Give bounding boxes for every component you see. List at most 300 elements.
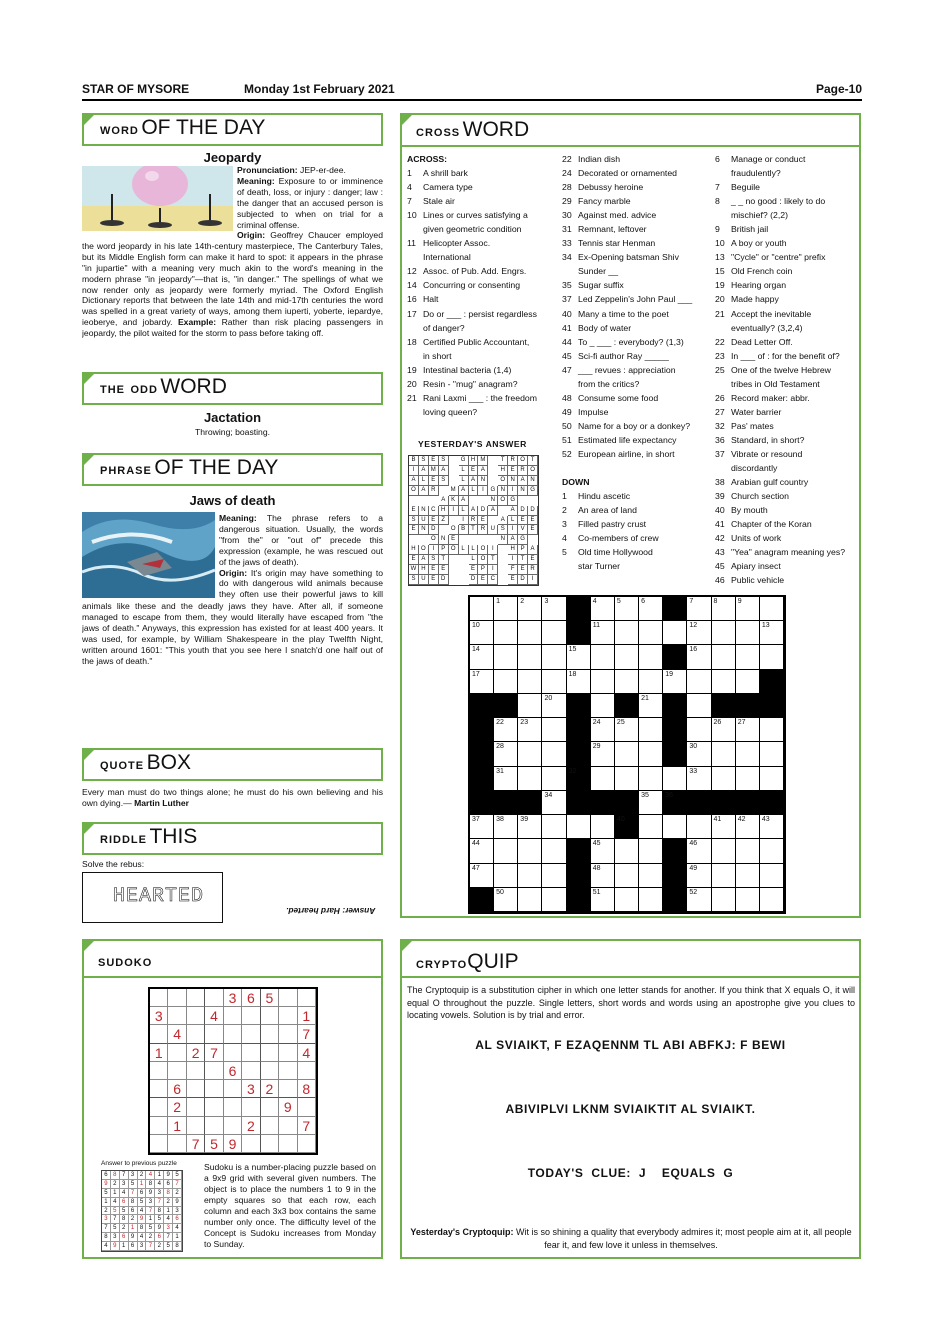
sudoku-cell[interactable]: 5 bbox=[261, 989, 279, 1007]
clue-item bbox=[715, 236, 859, 250]
crossword-cell[interactable] bbox=[639, 839, 663, 863]
cell-number: 52 bbox=[689, 888, 698, 896]
answer-cell bbox=[478, 535, 488, 545]
sudoku-cell[interactable] bbox=[187, 1080, 205, 1098]
crossword-cell[interactable] bbox=[687, 742, 711, 766]
sudoku-cell[interactable] bbox=[205, 1062, 223, 1080]
crossword-cell[interactable] bbox=[518, 597, 542, 621]
cell-number: 39 bbox=[520, 816, 529, 824]
crossword-cell[interactable] bbox=[470, 864, 494, 888]
prev-sudoku-cell: 5 bbox=[146, 1224, 155, 1233]
crossword-cell[interactable] bbox=[591, 864, 615, 888]
prev-sudoku-cell: 8 bbox=[138, 1224, 147, 1233]
sudoku-cell[interactable] bbox=[205, 1080, 223, 1098]
crossword-cell[interactable] bbox=[760, 621, 784, 645]
sudoku-cell[interactable] bbox=[279, 1080, 297, 1098]
crossword-cell[interactable] bbox=[494, 597, 518, 621]
cryptoquip-intro: The Cryptoquip is a substitution cipher in which one letter stands for another. If you think that X equals O, it will equal O throughout the puzzle. Single letters, short words and words using an apostrophe give you clues to locating vowels. Solution is by trial and error. bbox=[407, 985, 855, 1020]
sudoku-cell[interactable] bbox=[224, 1007, 242, 1025]
clue-number: 6 bbox=[715, 154, 720, 164]
answer-cell: D bbox=[518, 575, 528, 585]
sudoku-cell[interactable]: 6 bbox=[224, 1062, 242, 1080]
sudoku-cell[interactable]: 1 bbox=[150, 1044, 168, 1062]
crossword-cell[interactable] bbox=[712, 815, 736, 839]
sudoku-cell[interactable] bbox=[205, 1117, 223, 1135]
crossword-cell[interactable] bbox=[494, 670, 518, 694]
prev-sudoku-cell: 5 bbox=[120, 1207, 129, 1216]
crossword-cell[interactable] bbox=[615, 839, 639, 863]
cell-number: 35 bbox=[641, 791, 649, 799]
sudoku-cell[interactable]: 5 bbox=[205, 1135, 223, 1153]
crossword-cell[interactable] bbox=[687, 767, 711, 791]
crossword-cell[interactable] bbox=[494, 621, 518, 645]
answer-cell: O bbox=[518, 456, 528, 466]
crossword-cell[interactable] bbox=[712, 742, 736, 766]
prev-sudoku-cell: 8 bbox=[146, 1180, 155, 1189]
sudoku-cell[interactable]: 3 bbox=[150, 1007, 168, 1025]
clue-text: One of the twelve Hebrew bbox=[731, 364, 831, 375]
sudoku-cell[interactable] bbox=[224, 1080, 242, 1098]
sudoku-cell[interactable] bbox=[261, 1025, 279, 1043]
sudoku-cell[interactable] bbox=[279, 1117, 297, 1135]
crossword-cell[interactable] bbox=[470, 670, 494, 694]
sudoku-cell[interactable] bbox=[242, 1098, 260, 1116]
sudoku-cell[interactable] bbox=[168, 989, 186, 1007]
sudoku-description: Sudoku is a number-placing puzzle based on a 9x9 grid with several given numbers. The object is to place the numbers 1 to 9 in the empty squares so that each row, each column and each 3x3 box contains the same number only once. The difficulty level of the Concept is Sudoku increases from Monday to Sunday. bbox=[204, 1162, 376, 1249]
sudoku-cell[interactable] bbox=[261, 1062, 279, 1080]
cell-number: 44 bbox=[472, 840, 480, 848]
sudoku-cell[interactable] bbox=[187, 1007, 205, 1025]
crossword-cell[interactable] bbox=[736, 864, 760, 888]
crossword-cell[interactable] bbox=[542, 888, 566, 912]
crossword-cell[interactable] bbox=[567, 645, 591, 669]
crossword-cell[interactable] bbox=[615, 888, 639, 912]
answer-cell: E bbox=[429, 516, 439, 526]
crossword-cell[interactable] bbox=[663, 815, 687, 839]
crossword-cell[interactable] bbox=[712, 621, 736, 645]
sudoku-cell[interactable]: 7 bbox=[298, 1025, 316, 1043]
sudoku-cell[interactable] bbox=[261, 1007, 279, 1025]
answer-cell: H bbox=[439, 506, 449, 516]
sudoku-cell[interactable]: 8 bbox=[298, 1080, 316, 1098]
sudoku-cell[interactable] bbox=[168, 1007, 186, 1025]
crossword-cell[interactable] bbox=[687, 864, 711, 888]
clue-number: 41 bbox=[562, 322, 572, 333]
clue-text: _ _ no good : likely to do bbox=[731, 196, 826, 207]
sudoku-cell[interactable] bbox=[224, 1044, 242, 1062]
crossword-cell[interactable] bbox=[687, 670, 711, 694]
sudoku-cell[interactable] bbox=[279, 989, 297, 1007]
sudoku-cell[interactable] bbox=[242, 1044, 260, 1062]
black-square bbox=[567, 839, 591, 863]
crossword-cell[interactable] bbox=[639, 597, 663, 621]
crossword-cell[interactable] bbox=[567, 815, 591, 839]
clue-item bbox=[407, 250, 555, 264]
clue-text: Assoc. of Pub. Add. Engrs. bbox=[423, 266, 527, 277]
crossword-cell[interactable] bbox=[518, 742, 542, 766]
crossword-cell[interactable] bbox=[494, 839, 518, 863]
crossword-cell[interactable] bbox=[639, 791, 663, 815]
sudoku-cell[interactable] bbox=[187, 1025, 205, 1043]
prev-sudoku-cell: 4 bbox=[138, 1207, 147, 1216]
crossword-cell[interactable] bbox=[712, 839, 736, 863]
sudoku-cell[interactable] bbox=[298, 1098, 316, 1116]
crossword-cell[interactable] bbox=[591, 742, 615, 766]
sudoku-cell[interactable]: 4 bbox=[168, 1025, 186, 1043]
crossword-cell[interactable] bbox=[542, 645, 566, 669]
crossword-cell[interactable] bbox=[687, 645, 711, 669]
crossword-cell[interactable] bbox=[615, 670, 639, 694]
crossword-cell[interactable] bbox=[591, 597, 615, 621]
clue-number: 4 bbox=[407, 182, 412, 193]
crossword-cell[interactable] bbox=[494, 767, 518, 791]
sudoku-cell[interactable]: 7 bbox=[298, 1117, 316, 1135]
sudoku-cell[interactable]: 3 bbox=[224, 989, 242, 1007]
sudoku-cell[interactable] bbox=[279, 1135, 297, 1153]
crossword-cell[interactable] bbox=[712, 888, 736, 912]
crossword-cell[interactable] bbox=[687, 621, 711, 645]
rebus-text bbox=[113, 885, 204, 908]
crossword-cell[interactable] bbox=[736, 670, 760, 694]
crossword-cell[interactable] bbox=[470, 621, 494, 645]
crossword-cell[interactable] bbox=[736, 767, 760, 791]
answer-cell: A bbox=[439, 496, 449, 506]
clue-item bbox=[715, 264, 859, 278]
crossword-cell[interactable] bbox=[518, 621, 542, 645]
sudoku-cell[interactable] bbox=[168, 1062, 186, 1080]
sudoku-cell[interactable] bbox=[187, 1098, 205, 1116]
clue-number: 37 bbox=[715, 448, 725, 459]
crossword-cell[interactable] bbox=[736, 718, 760, 742]
crossword-cell[interactable] bbox=[494, 888, 518, 912]
crossword-cell[interactable] bbox=[518, 839, 542, 863]
cell-number: 17 bbox=[472, 670, 480, 678]
crossword-cell[interactable] bbox=[615, 864, 639, 888]
crossword-cell[interactable] bbox=[615, 621, 639, 645]
sudoku-cell[interactable] bbox=[150, 1025, 168, 1043]
crossword-cell[interactable] bbox=[712, 597, 736, 621]
crossword-cell[interactable] bbox=[639, 645, 663, 669]
sudoku-cell[interactable] bbox=[168, 1044, 186, 1062]
crossword-grid[interactable] bbox=[468, 595, 786, 914]
odd-word-header bbox=[82, 372, 383, 405]
crossword-cell[interactable] bbox=[639, 888, 663, 912]
crossword-cell[interactable] bbox=[736, 742, 760, 766]
crossword-cell[interactable] bbox=[687, 694, 711, 718]
sudoku-cell[interactable] bbox=[205, 989, 223, 1007]
sudoku-cell[interactable]: 7 bbox=[205, 1044, 223, 1062]
clue-text: Old French coin bbox=[731, 266, 793, 277]
answer-cell: O bbox=[449, 525, 459, 535]
clue-text: Dead Letter Off. bbox=[731, 336, 793, 347]
cell-number: 4 bbox=[592, 598, 597, 605]
crossword-cell[interactable] bbox=[687, 839, 711, 863]
sudoku-cell[interactable] bbox=[242, 1062, 260, 1080]
crossword-cell[interactable] bbox=[615, 767, 639, 791]
clue-text: Against med. advice bbox=[578, 210, 657, 221]
prev-sudoku-cell: 6 bbox=[102, 1171, 111, 1180]
page-number: Page-10 bbox=[815, 82, 862, 96]
crossword-cell[interactable] bbox=[591, 694, 615, 718]
crossword-cell[interactable] bbox=[687, 718, 711, 742]
crossword-cell[interactable] bbox=[591, 718, 615, 742]
paper-name: STAR OF MYSORE bbox=[82, 82, 190, 96]
sudoku-grid[interactable] bbox=[148, 987, 318, 1155]
crossword-cell[interactable] bbox=[591, 767, 615, 791]
sudoku-cell[interactable]: 1 bbox=[298, 1007, 316, 1025]
header-label-big: QUIP bbox=[467, 950, 519, 973]
crossword-cell[interactable] bbox=[615, 645, 639, 669]
crossword-cell[interactable] bbox=[542, 767, 566, 791]
crossword-cell[interactable] bbox=[542, 742, 566, 766]
crossword-cell[interactable] bbox=[518, 767, 542, 791]
corner-triangle-icon bbox=[82, 113, 96, 127]
sudoku-cell[interactable]: 2 bbox=[168, 1098, 186, 1116]
sudoku-cell[interactable]: 2 bbox=[242, 1117, 260, 1135]
sudoku-cell[interactable] bbox=[298, 989, 316, 1007]
cell-number: 47 bbox=[472, 864, 480, 872]
crossword-cell[interactable] bbox=[494, 718, 518, 742]
crossword-cell[interactable] bbox=[518, 815, 542, 839]
crossword-cell[interactable] bbox=[591, 670, 615, 694]
prev-sudoku-cell: 3 bbox=[146, 1198, 155, 1207]
sudoku-cell[interactable]: 7 bbox=[187, 1135, 205, 1153]
crossword-cell[interactable] bbox=[639, 742, 663, 766]
crossword-cell[interactable] bbox=[760, 815, 784, 839]
clue-number: 45 bbox=[562, 350, 572, 361]
crossword-cell[interactable] bbox=[470, 839, 494, 863]
header-label: the odd bbox=[100, 380, 158, 397]
sudoku-cell[interactable]: 1 bbox=[168, 1117, 186, 1135]
sudoku-cell[interactable]: 2 bbox=[187, 1044, 205, 1062]
clue-item bbox=[562, 152, 712, 166]
clue-number: 15 bbox=[715, 266, 725, 277]
answer-cell: E bbox=[478, 575, 488, 585]
cell-number: 41 bbox=[713, 816, 722, 824]
crossword-cell[interactable] bbox=[518, 645, 542, 669]
origin-text-part: It's origin may have something to do with dangerous wild animals because they often use their powerful jaws to kill bbox=[219, 567, 383, 600]
crossword-cell[interactable] bbox=[663, 621, 687, 645]
answer-cell: S bbox=[429, 555, 439, 565]
crossword-cell[interactable] bbox=[518, 888, 542, 912]
crossword-cell[interactable] bbox=[760, 742, 784, 766]
clue-number: 11 bbox=[407, 238, 417, 249]
answer-cell: D bbox=[469, 575, 479, 585]
clue-text: Co-members of crew bbox=[578, 533, 659, 544]
sudoku-cell[interactable]: 2 bbox=[261, 1080, 279, 1098]
sudoku-cell[interactable] bbox=[279, 1062, 297, 1080]
crossword-cell[interactable] bbox=[542, 718, 566, 742]
crossword-cell[interactable] bbox=[760, 888, 784, 912]
crossword-cell[interactable] bbox=[663, 767, 687, 791]
sudoku-cell[interactable]: 6 bbox=[168, 1080, 186, 1098]
sudoku-cell[interactable] bbox=[298, 1135, 316, 1153]
crossword-cell[interactable] bbox=[542, 839, 566, 863]
crossword-cell[interactable] bbox=[760, 597, 784, 621]
clue-text: Filled pastry crust bbox=[578, 519, 647, 530]
crossword-cell[interactable] bbox=[518, 670, 542, 694]
sudoku-cell[interactable] bbox=[279, 1025, 297, 1043]
crossword-cell[interactable] bbox=[591, 815, 615, 839]
clue-item bbox=[407, 236, 555, 250]
clue-item bbox=[562, 447, 712, 461]
crossword-cell[interactable] bbox=[687, 888, 711, 912]
crossword-cell[interactable] bbox=[494, 815, 518, 839]
sudoku-cell[interactable] bbox=[187, 1117, 205, 1135]
crossword-cell[interactable] bbox=[736, 645, 760, 669]
sudoku-cell[interactable]: 4 bbox=[205, 1007, 223, 1025]
sudoku-cell[interactable] bbox=[205, 1098, 223, 1116]
sudoku-cell[interactable] bbox=[150, 989, 168, 1007]
crossword-cell[interactable] bbox=[639, 718, 663, 742]
answer-cell bbox=[459, 535, 469, 545]
crossword-cell[interactable] bbox=[591, 839, 615, 863]
answer-cell: E bbox=[469, 466, 479, 476]
sudoku-cell[interactable] bbox=[242, 1007, 260, 1025]
crossword-cell[interactable] bbox=[639, 670, 663, 694]
crossword-cell[interactable] bbox=[542, 597, 566, 621]
answer-cell: E bbox=[429, 575, 439, 585]
prev-sudoku-cell: 7 bbox=[173, 1180, 182, 1189]
sudoku-cell[interactable] bbox=[242, 1025, 260, 1043]
crossword-cell[interactable] bbox=[736, 839, 760, 863]
crossword-cell[interactable] bbox=[760, 864, 784, 888]
answer-cell: S bbox=[409, 575, 419, 585]
crossword-cell[interactable] bbox=[470, 645, 494, 669]
sudoku-cell[interactable]: 9 bbox=[224, 1135, 242, 1153]
sudoku-cell[interactable] bbox=[205, 1025, 223, 1043]
crossword-cell[interactable] bbox=[639, 864, 663, 888]
crossword-cell[interactable] bbox=[542, 670, 566, 694]
sudoku-cell[interactable] bbox=[261, 1117, 279, 1135]
pronunciation: JEP-er-dee. bbox=[297, 165, 346, 175]
clue-item bbox=[562, 363, 712, 377]
crossword-cell[interactable] bbox=[615, 742, 639, 766]
crossword-cell[interactable] bbox=[494, 742, 518, 766]
crossword-cell[interactable] bbox=[470, 597, 494, 621]
clue-item bbox=[715, 545, 859, 559]
sudoku-cell[interactable] bbox=[168, 1135, 186, 1153]
crossword-cell[interactable] bbox=[542, 694, 566, 718]
sudoku-cell[interactable] bbox=[187, 989, 205, 1007]
crossword-cell[interactable] bbox=[639, 767, 663, 791]
sudoku-cell[interactable] bbox=[261, 1098, 279, 1116]
clue-number: 32 bbox=[715, 420, 725, 431]
crossword-cell[interactable] bbox=[712, 670, 736, 694]
clue-number: 42 bbox=[715, 533, 725, 544]
sudoku-cell[interactable] bbox=[224, 1117, 242, 1135]
crossword-cell[interactable] bbox=[736, 621, 760, 645]
crossword-cell[interactable] bbox=[712, 864, 736, 888]
crossword-cell[interactable] bbox=[760, 767, 784, 791]
crossword-cell[interactable] bbox=[567, 670, 591, 694]
word-of-day-header bbox=[82, 113, 383, 146]
black-square bbox=[494, 694, 518, 718]
crossword-cell[interactable] bbox=[712, 645, 736, 669]
crossword-cell[interactable] bbox=[470, 815, 494, 839]
crossword-cell[interactable] bbox=[639, 694, 663, 718]
prev-sudoku-cell: 5 bbox=[138, 1198, 147, 1207]
crossword-cell[interactable] bbox=[518, 694, 542, 718]
sudoku-cell[interactable] bbox=[224, 1025, 242, 1043]
crossword-cell[interactable] bbox=[687, 815, 711, 839]
clue-item bbox=[715, 517, 859, 531]
prev-sudoku-cell: 8 bbox=[155, 1207, 164, 1216]
crossword-cell[interactable] bbox=[494, 645, 518, 669]
crossword-cell[interactable] bbox=[615, 718, 639, 742]
crossword-cell[interactable] bbox=[639, 815, 663, 839]
answer-cell bbox=[498, 506, 508, 516]
sudoku-cell[interactable]: 6 bbox=[242, 989, 260, 1007]
crossword-cell[interactable] bbox=[639, 621, 663, 645]
crossword-cell[interactable] bbox=[663, 670, 687, 694]
crossword-cell[interactable] bbox=[542, 815, 566, 839]
crossword-cell[interactable] bbox=[712, 767, 736, 791]
crossword-cell[interactable] bbox=[542, 864, 566, 888]
answer-cell bbox=[439, 486, 449, 496]
clue-text: Sci-fi author Ray _____ bbox=[578, 350, 669, 361]
answer-cell: D bbox=[478, 506, 488, 516]
cryptoquip-line-2: ABIVIPLVI LKNM SVIAIKTIT AL SVIAIKT. bbox=[505, 1102, 756, 1116]
crossword-cell[interactable] bbox=[760, 645, 784, 669]
sudoku-cell[interactable]: 3 bbox=[242, 1080, 260, 1098]
crossword-cell[interactable] bbox=[518, 718, 542, 742]
sudoku-cell[interactable] bbox=[242, 1135, 260, 1153]
sudoku-cell[interactable] bbox=[298, 1062, 316, 1080]
crossword-cell[interactable] bbox=[494, 864, 518, 888]
sudoku-cell[interactable] bbox=[279, 1007, 297, 1025]
prev-sudoku-cell: 2 bbox=[164, 1198, 173, 1207]
crossword-cell[interactable] bbox=[542, 621, 566, 645]
sudoku-cell[interactable] bbox=[150, 1080, 168, 1098]
answer-cell: O bbox=[498, 496, 508, 506]
crossword-cell[interactable] bbox=[760, 839, 784, 863]
clue-item bbox=[407, 194, 555, 208]
crossword-cell[interactable] bbox=[712, 718, 736, 742]
sudoku-cell[interactable] bbox=[150, 1135, 168, 1153]
cell-number: 11 bbox=[592, 622, 601, 630]
crossword-cell[interactable] bbox=[615, 597, 639, 621]
sudoku-cell[interactable] bbox=[224, 1098, 242, 1116]
clue-item bbox=[407, 349, 555, 363]
sudoku-cell[interactable] bbox=[150, 1098, 168, 1116]
cell-number: 50 bbox=[496, 888, 504, 896]
black-square bbox=[518, 791, 542, 815]
crossword-cell[interactable] bbox=[591, 888, 615, 912]
crossword-cell[interactable] bbox=[736, 815, 760, 839]
header-label: phrase bbox=[100, 461, 152, 478]
prev-sudoku-cell: 6 bbox=[129, 1242, 138, 1251]
crossword-cell[interactable] bbox=[591, 645, 615, 669]
sudoku-cell[interactable] bbox=[187, 1062, 205, 1080]
sudoku-cell[interactable] bbox=[279, 1044, 297, 1062]
crossword-cell[interactable] bbox=[736, 888, 760, 912]
clue-item bbox=[715, 461, 859, 475]
crossword-cell[interactable] bbox=[736, 597, 760, 621]
sudoku-cell[interactable] bbox=[261, 1135, 279, 1153]
crossword-cell[interactable] bbox=[518, 864, 542, 888]
sudoku-cell[interactable] bbox=[150, 1117, 168, 1135]
sudoku-cell[interactable] bbox=[261, 1044, 279, 1062]
crossword-cell[interactable] bbox=[542, 791, 566, 815]
sudoku-cell[interactable]: 4 bbox=[298, 1044, 316, 1062]
crossword-cell[interactable] bbox=[591, 621, 615, 645]
crossword-cell[interactable] bbox=[687, 597, 711, 621]
meaning-label: Meaning: bbox=[237, 175, 275, 186]
sudoku-cell[interactable] bbox=[150, 1062, 168, 1080]
sudoku-cell[interactable]: 9 bbox=[279, 1098, 297, 1116]
crossword-cell[interactable] bbox=[760, 718, 784, 742]
